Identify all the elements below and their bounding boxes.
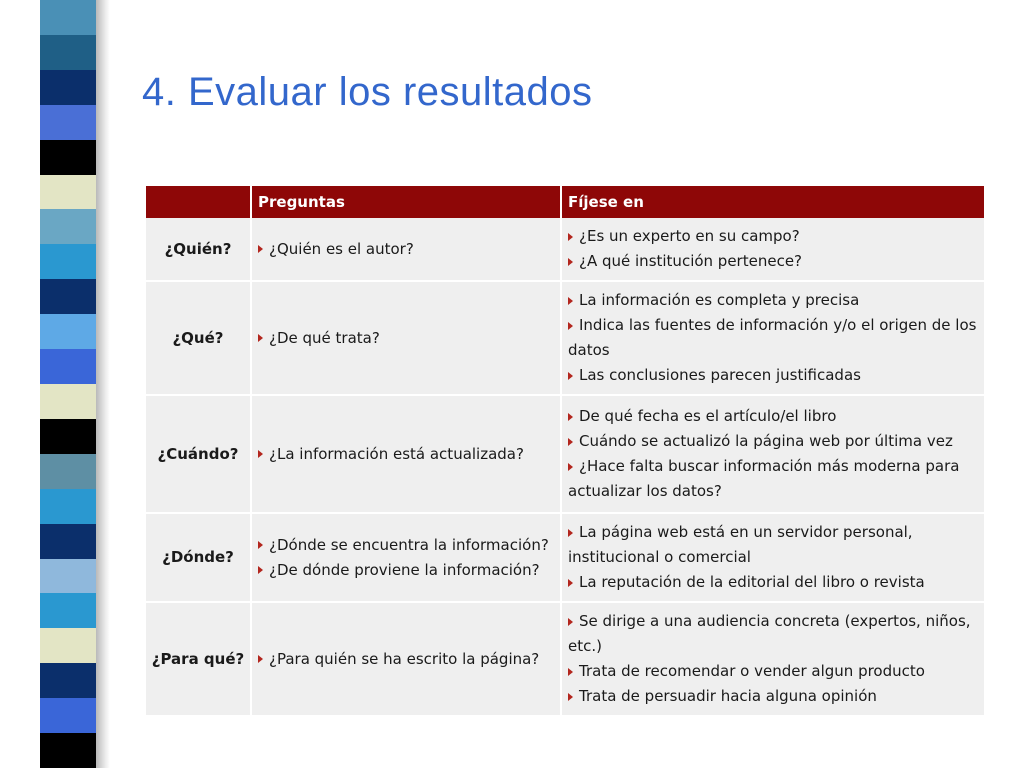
list-item-text: Trata de recomendar o vender algun producto: [579, 662, 925, 680]
stripe-segment: [40, 593, 96, 628]
stripe-segment: [40, 349, 96, 384]
list-item-text: ¿Quién es el autor?: [269, 239, 414, 258]
fijese-cell: [561, 395, 984, 513]
bullet-arrow-icon: [258, 566, 263, 574]
list-item: [568, 363, 978, 388]
header-preguntas: Preguntas: [251, 186, 561, 218]
bullet-arrow-icon: [568, 413, 573, 421]
row-label: ¿Cuándo?: [146, 395, 251, 513]
header-fijese: Fíjese en: [561, 186, 984, 218]
table-row: [146, 602, 984, 716]
bullet-arrow-icon: [568, 693, 573, 701]
slide-title: 4. Evaluar los resultados: [142, 70, 593, 114]
list-item: [568, 684, 978, 709]
list-item-text: ¿Dónde se encuentra la información?: [269, 535, 549, 554]
bullet-arrow-icon: [568, 463, 573, 471]
list-item: [568, 249, 978, 274]
list-item: [568, 520, 978, 570]
bullet-arrow-icon: [568, 618, 573, 626]
list-item-text: ¿Es un experto en su campo?: [579, 227, 800, 245]
list-item: [258, 647, 554, 672]
list-item: [568, 609, 978, 659]
header-empty: [146, 186, 251, 218]
preguntas-cell: [251, 602, 561, 716]
row-label: ¿Para qué?: [146, 602, 251, 716]
stripe-segment: [40, 35, 96, 70]
list-item-text: ¿De dónde proviene la información?: [269, 560, 540, 579]
bullet-arrow-icon: [258, 334, 263, 342]
list-item-text: La reputación de la editorial del libro o revista: [579, 573, 925, 591]
list-item: [258, 442, 554, 467]
bullet-arrow-icon: [258, 541, 263, 549]
stripe-segment: [40, 105, 96, 140]
stripe-segment: [40, 0, 96, 35]
fijese-cell: [561, 281, 984, 395]
list-item-text: De qué fecha es el artículo/el libro: [579, 407, 837, 425]
bullet-arrow-icon: [568, 529, 573, 537]
bullet-arrow-icon: [258, 450, 263, 458]
list-item: [258, 326, 554, 351]
table-row: [146, 395, 984, 513]
stripe-segment: [40, 489, 96, 524]
list-item: [568, 313, 978, 363]
table-row: [146, 513, 984, 602]
stripe-segment: [40, 524, 96, 559]
bullet-arrow-icon: [568, 233, 573, 241]
list-item-text: ¿A qué institución pertenece?: [579, 252, 803, 270]
bullet-arrow-icon: [568, 322, 573, 330]
bullet-arrow-icon: [568, 438, 573, 446]
preguntas-cell: [251, 395, 561, 513]
stripe-segment: [40, 698, 96, 733]
preguntas-cell: [251, 513, 561, 602]
bullet-arrow-icon: [258, 245, 263, 253]
bullet-arrow-icon: [568, 297, 573, 305]
preguntas-cell: [251, 281, 561, 395]
row-label: ¿Dónde?: [146, 513, 251, 602]
list-item: [568, 429, 978, 454]
bullet-arrow-icon: [568, 372, 573, 380]
list-item-text: ¿De qué trata?: [269, 328, 380, 347]
stripe-segment: [40, 175, 96, 210]
list-item: [568, 404, 978, 429]
evaluation-table-container: [146, 186, 984, 717]
list-item: [568, 454, 978, 504]
row-label: ¿Qué?: [146, 281, 251, 395]
list-item-text: ¿Hace falta buscar información más moderna para actualizar los datos?: [568, 457, 960, 500]
stripe-segment: [40, 628, 96, 663]
list-item-text: La información es completa y precisa: [579, 291, 860, 309]
decorative-stripe-bar: [40, 0, 96, 768]
stripe-segment: [40, 419, 96, 454]
bullet-arrow-icon: [568, 579, 573, 587]
list-item: [568, 659, 978, 684]
list-item: [258, 237, 554, 262]
evaluation-table: [146, 186, 984, 717]
stripe-segment: [40, 140, 96, 175]
list-item: [568, 570, 978, 595]
list-item: [258, 558, 554, 583]
stripe-segment: [40, 244, 96, 279]
table-row: [146, 281, 984, 395]
stripe-segment: [40, 559, 96, 594]
stripe-segment: [40, 209, 96, 244]
table-row: [146, 218, 984, 281]
bullet-arrow-icon: [568, 258, 573, 266]
list-item: [568, 224, 978, 249]
fijese-cell: [561, 218, 984, 281]
stripe-shadow: [96, 0, 110, 768]
list-item-text: La página web está en un servidor personal, institucional o comercial: [568, 523, 913, 566]
row-label: ¿Quién?: [146, 218, 251, 281]
list-item-text: ¿Para quién se ha escrito la página?: [269, 649, 540, 668]
fijese-cell: [561, 513, 984, 602]
fijese-cell: [561, 602, 984, 716]
bullet-arrow-icon: [568, 668, 573, 676]
stripe-segment: [40, 384, 96, 419]
stripe-segment: [40, 733, 96, 768]
list-item-text: Cuándo se actualizó la página web por última vez: [579, 432, 953, 450]
stripe-segment: [40, 454, 96, 489]
stripe-segment: [40, 70, 96, 105]
list-item-text: Las conclusiones parecen justificadas: [579, 366, 861, 384]
stripe-segment: [40, 314, 96, 349]
list-item: [568, 288, 978, 313]
list-item-text: ¿La información está actualizada?: [269, 444, 524, 463]
preguntas-cell: [251, 218, 561, 281]
list-item-text: Se dirige a una audiencia concreta (expertos, niños, etc.): [568, 612, 971, 655]
list-item: [258, 533, 554, 558]
list-item-text: Trata de persuadir hacia alguna opinión: [579, 687, 877, 705]
bullet-arrow-icon: [258, 655, 263, 663]
table-header-row: [146, 186, 984, 218]
stripe-segment: [40, 279, 96, 314]
stripe-segment: [40, 663, 96, 698]
table-body: [146, 218, 984, 716]
list-item-text: Indica las fuentes de información y/o el origen de los datos: [568, 316, 977, 359]
